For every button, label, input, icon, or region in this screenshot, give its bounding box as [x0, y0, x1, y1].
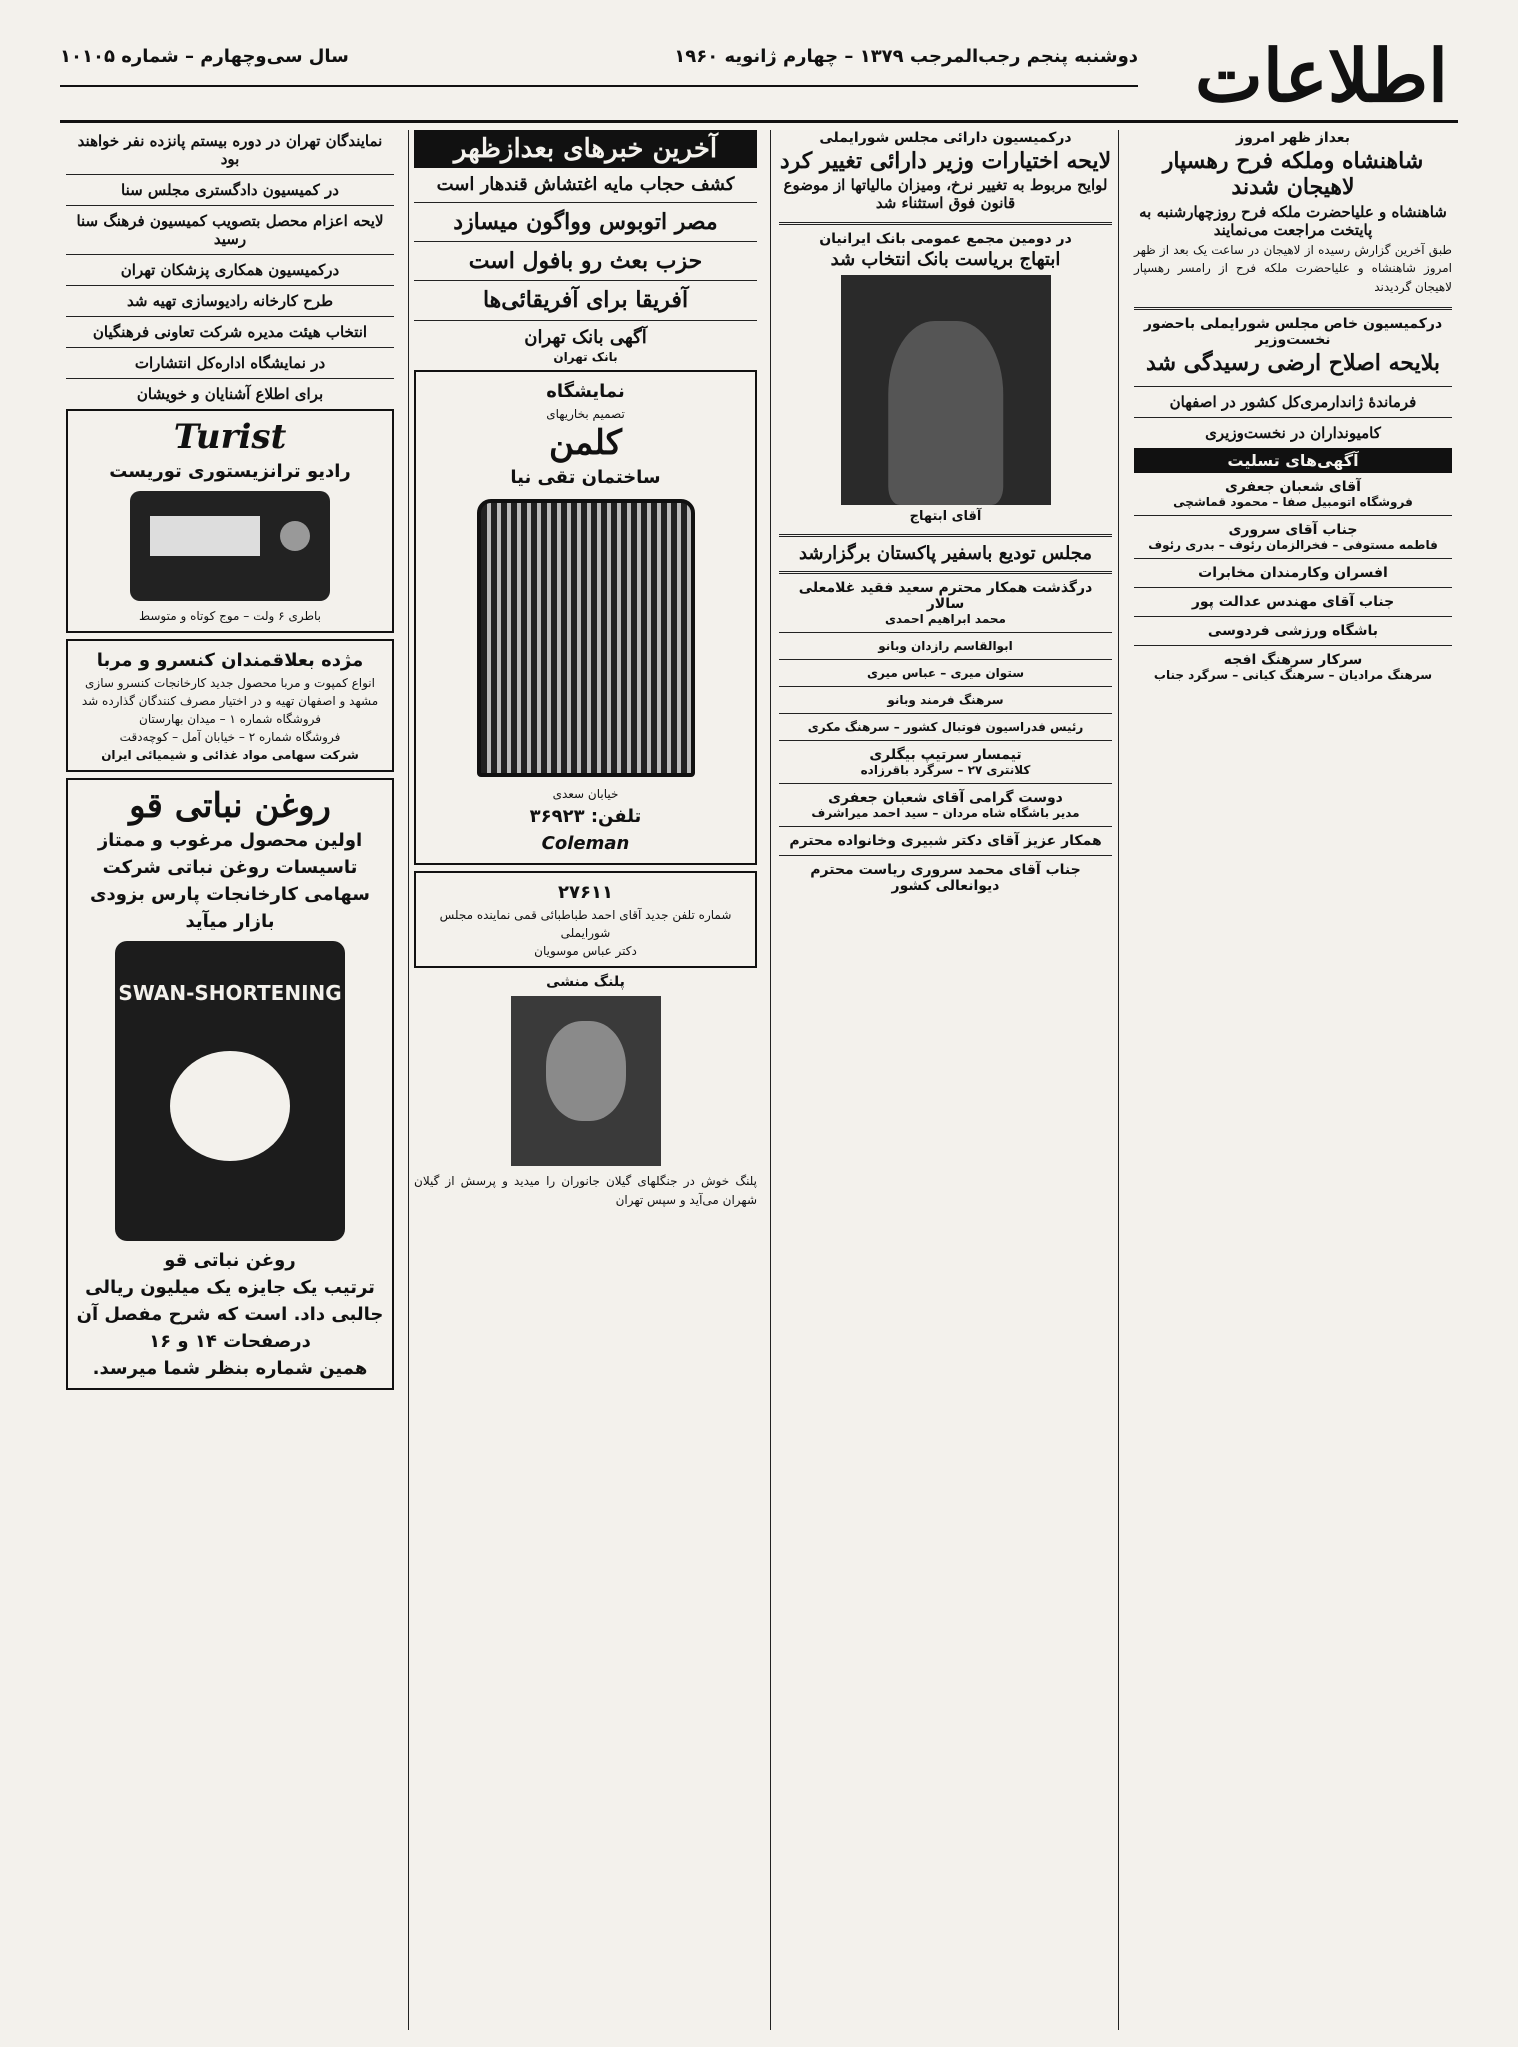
column-3 [408, 130, 763, 2030]
lost-notice-title: پلنگ منشی [546, 974, 625, 991]
divider [1134, 307, 1452, 310]
divider [779, 571, 1112, 574]
ad-place: ساختمان تقی نیا [510, 467, 661, 489]
notice-title: باشگاه ورزشی فردوسی [1207, 622, 1379, 639]
notice-title: جناب آقای مهندس عدالت پور [1191, 593, 1395, 610]
subheadline: شاهنشاه و علیاحضرت ملکه فرح روزچهارشنبه به پایتخت مراجعت می‌نمایند [1139, 202, 1447, 239]
headline: لایحه اعزام محصل بتصویب کمیسیون فرهنگ سنا رسید [76, 212, 384, 248]
divider [66, 285, 394, 286]
newspaper-logo: اطلاعات [1195, 33, 1448, 118]
headline: لایحه اختیارات وزیر دارائی تغییر کرد [779, 148, 1112, 174]
ebtehaj-photo [841, 275, 1051, 505]
ad-title: مژده بعلاقمندان کنسرو و مربا [96, 649, 364, 671]
notice-signature: سرهنگ فرمند وبانو [887, 692, 1004, 707]
ad-subtitle: تصمیم بخاریهای [546, 407, 625, 422]
article-ebtehaj [779, 231, 1112, 524]
ad-line: همین شماره بنظر شما میرسد. [92, 1357, 368, 1379]
notice-signature: رئیس فدراسیون فوتبال کشور – سرهنگ مکری [807, 719, 1084, 734]
divider [1134, 417, 1452, 418]
divider [66, 174, 394, 175]
notice-signature: ستوان میری – عباس میری [866, 665, 1025, 680]
divider [66, 316, 394, 317]
ad-company: شرکت سهامی مواد غذائی و شیمیائی ایران [101, 747, 359, 762]
article-land-reform [1134, 316, 1452, 376]
phone-signature: دکتر عباس موسویان [534, 944, 637, 959]
ad-line: روغن نباتی قو [164, 1249, 296, 1271]
divider [66, 254, 394, 255]
headline: بلایحه اصلاح ارضی رسیدگی شد [1146, 349, 1440, 376]
kicker: درکمیسیون خاص مجلس شورایملی باحضور نخست‌وزیر [1143, 315, 1443, 348]
ad-shop: فروشگاه شماره ۲ – خیابان آمل – کوچه‌دقت [119, 729, 341, 744]
headline: مصر اتوبوس وواگون میسازد [453, 208, 718, 235]
notice-title: جناب آقای سروری [1228, 521, 1358, 538]
divider [414, 320, 757, 321]
photo-figure [888, 321, 1004, 505]
ad-title: نمایشگاه [546, 381, 625, 403]
notice-signature: ابوالقاسم رازدان وبانو [878, 638, 1013, 653]
headline: حزب بعث رو بافول است [468, 247, 703, 274]
headline: آفریقا برای آفریقائی‌ها [482, 287, 689, 314]
coleman-heater-ad [414, 370, 757, 865]
divider [779, 740, 1112, 741]
divider [1134, 645, 1452, 646]
headline: درکمیسیون همکاری پزشکان تهران [120, 261, 340, 279]
column-2 [773, 130, 1118, 2030]
notice-signature: محمد ابراهیم احمدی [885, 611, 1006, 626]
headline: شاهنشاه وملکه فرح رهسپار لاهیجان شدند [1162, 148, 1424, 201]
notice-signature: بانک تهران [553, 350, 618, 365]
photo-caption: آقای ابتهاج [909, 508, 982, 524]
headline: آگهی بانک تهران [524, 326, 647, 348]
divider [779, 632, 1112, 633]
kicker: در دومین مجمع عمومی بانک ایرانیان [819, 231, 1072, 248]
headline: در نمایشگاه اداره‌کل انتشارات [134, 354, 326, 372]
column-rule [770, 130, 771, 2030]
ad-body: انواع کمپوت و مربا محصول جدید کارخانجات کنسرو سازی مشهد و اصفهان تهیه و در اختیار مصرف کنندگان گذارده شد [81, 675, 379, 708]
divider [779, 659, 1112, 660]
headline: مجلس تودیع باسفیر پاکستان برگزارشد [798, 542, 1093, 564]
ad-title: روغن نباتی قو [129, 785, 331, 826]
divider [779, 826, 1112, 827]
masthead [60, 30, 1458, 123]
divider [1134, 587, 1452, 588]
ad-phone: تلفن: ۳۶۹۲۳ [529, 806, 642, 828]
divider [414, 241, 757, 242]
divider [414, 202, 757, 203]
notice-signature: کلانتری ۲۷ – سرگرد باقرزاده [860, 762, 1031, 777]
divider [66, 378, 394, 379]
headline: طرح کارخانه رادیوسازی تهیه شد [126, 292, 334, 310]
portrait-photo [511, 996, 661, 1166]
column-rule [408, 130, 409, 2030]
column-1 [1128, 130, 1458, 2030]
masthead-rule [60, 85, 1138, 87]
lost-notice-body: پلنگ خوش در جنگلهای گیلان جانوران را میدید و پرسش از گیلان شهران می‌آید و سپس تهران [414, 1174, 757, 1207]
oil-can-illustration [115, 941, 345, 1241]
notice-signature: سرهنگ مرادیان – سرهنگ کیانی – سرگرد جناب [1153, 667, 1433, 682]
condolence-banner: آگهی‌های تسلیت [1134, 448, 1452, 473]
headline: برای اطلاع آشنایان و خویشان [136, 385, 324, 403]
radio-knob [280, 521, 310, 551]
notice-title: تیمسار سرتیپ بیگلری [869, 746, 1022, 763]
ad-brand: کلمن [549, 423, 622, 464]
ad-shop: فروشگاه شماره ۱ – میدان بهارستان [139, 711, 321, 726]
column-rule [1118, 130, 1119, 2030]
headline: کامیونداران در نخست‌وزیری [1205, 423, 1381, 442]
divider [779, 534, 1112, 537]
divider [66, 205, 394, 206]
kicker: بعداز ظهر امروز [1236, 130, 1350, 146]
notice-title: جناب آقای محمد سروری ریاست محترم دیوانعالی کشور [810, 861, 1081, 894]
ad-line: اولین محصول مرغوب و ممتاز تاسیسات روغن نباتی شرکت سهامی کارخانجات پارس بزودی بازار میآید [90, 829, 370, 932]
headline: انتخاب هیئت مدیره شرکت تعاونی فرهنگیان [92, 323, 368, 341]
divider [1134, 386, 1452, 387]
headline: نمایندگان تهران در دوره بیستم پانزده نفر خواهند بود [77, 132, 383, 168]
dateline: دوشنبه پنجم رجب‌المرجب ۱۳۷۹ – چهارم ژانویه ۱۹۶۰ [674, 46, 1138, 67]
divider [1134, 515, 1452, 516]
can-label: SWAN-SHORTENING [118, 980, 342, 1005]
divider [66, 347, 394, 348]
ad-street: خیابان سعدی [552, 787, 619, 802]
phone-notice [414, 871, 757, 968]
ad-brand-latin: Coleman [541, 833, 630, 855]
headline: در کمیسیون دادگستری مجلس سنا [121, 181, 339, 199]
turist-radio-ad [66, 409, 394, 633]
article-royal-trip [1134, 130, 1452, 297]
heater-illustration [477, 499, 695, 777]
ad-line: ترتیب یک جایزه یک میلیون ریالی جالبی داد. است که شرح مفصل آن درصفحات ۱۴ و ۱۶ [76, 1276, 384, 1352]
divider [779, 713, 1112, 714]
portrait-face [546, 1021, 626, 1121]
latest-news-banner: آخرین خبرهای بعدازظهر [414, 130, 757, 168]
qu-oil-ad [66, 778, 394, 1390]
article-finance-minister [779, 130, 1112, 212]
notice-title: دوست گرامی آقای شعبان جعفری [828, 789, 1063, 806]
notice-title: سرکار سرهنگ افجه [1223, 651, 1363, 668]
swan-icon [170, 1051, 290, 1161]
divider [1134, 558, 1452, 559]
notice-signature: فاطمه مستوفی – فخرالزمان رئوف – بدری رئوف [1148, 537, 1438, 552]
issue-number: سال سی‌وچهارم – شماره ۱۰۱۰۵ [60, 46, 349, 67]
headline: فرماندهٔ ژاندارمری‌کل کشور در اصفهان [1169, 392, 1417, 411]
ad-brand-latin: Turist [173, 417, 287, 457]
phone-number: ۲۷۶۱۱ [558, 882, 613, 904]
ad-subtitle: باطری ۶ ولت – موج کوتاه و متوسط [138, 608, 321, 623]
divider [779, 855, 1112, 856]
divider [779, 222, 1112, 225]
phone-title: شماره تلفن جدید آقای احمد طباطبائی قمی نماینده مجلس شورایملی [439, 908, 732, 941]
notice-signature: مدیر باشگاه شاه مردان – سید احمد میراشرف [811, 805, 1080, 820]
headline: ابتهاج بریاست بانک انتخاب شد [830, 249, 1061, 271]
canned-food-ad [66, 639, 394, 772]
subheadline: لوایح مربوط به تغییر نرخ، ومیزان مالیاتها از موضوع قانون فوق استثناء شد [783, 176, 1108, 213]
divider [414, 280, 757, 281]
notice-title: درگذشت همکار محترم سعید فقید غلامعلی سالار [798, 579, 1093, 612]
notice-signature: فروشگاه اتومبیل صفا – محمود قماشچی [1173, 494, 1413, 509]
notice-title: افسران وکارمندان مخابرات [1198, 564, 1388, 581]
radio-dial [150, 516, 260, 556]
article-body: طبق آخرین گزارش رسیده از لاهیجان در ساعت یک بعد از ظهر امروز شاهنشاه و علیاحضرت ملکه فرح از رامسر رهسپار لاهیجان گردیدند [1134, 242, 1452, 294]
notice-title: همکار عزیز آقای دکتر شبیری وخانواده محترم [789, 832, 1102, 849]
notice-title: آقای شعبان جعفری [1224, 478, 1361, 495]
column-4 [60, 130, 400, 2030]
divider [779, 686, 1112, 687]
headline: کشف حجاب مایه اغتشاش قندهار است [436, 174, 735, 195]
divider [779, 783, 1112, 784]
ad-brand: رادیو ترانزیستوری توریست [109, 460, 351, 482]
kicker: درکمیسیون دارائی مجلس شورایملی [819, 130, 1072, 146]
radio-illustration [130, 491, 330, 601]
divider [1134, 616, 1452, 617]
